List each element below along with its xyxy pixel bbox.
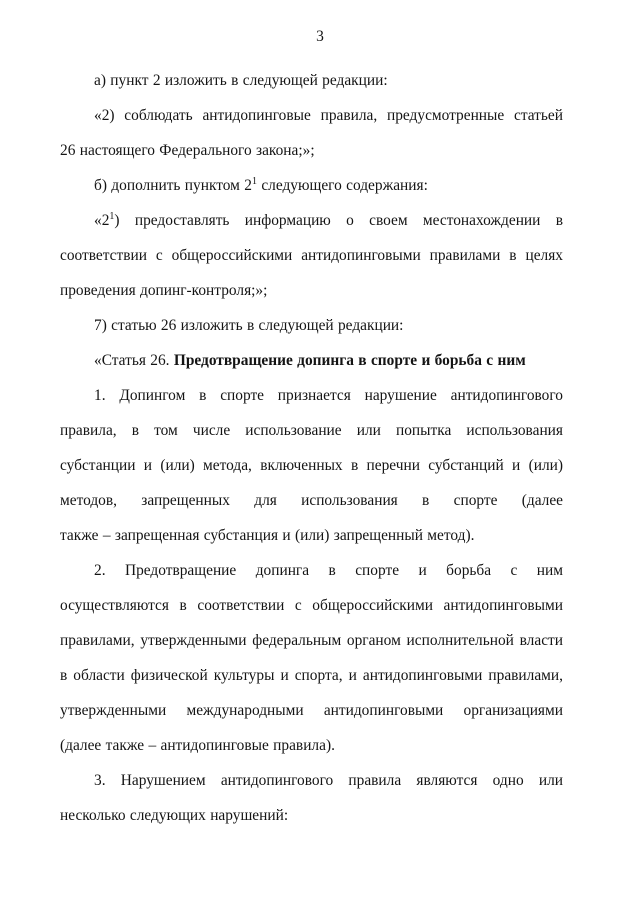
text-line bbox=[60, 378, 563, 413]
text-line bbox=[60, 588, 563, 623]
superscript: 1 bbox=[109, 211, 115, 222]
paragraph bbox=[60, 378, 563, 553]
text-line bbox=[60, 798, 563, 833]
text-line bbox=[60, 553, 563, 588]
text-run: субстанции и (или) метода, включенных в перечни субстанций и (или) bbox=[60, 457, 563, 474]
text-line bbox=[60, 413, 563, 448]
text-line bbox=[60, 728, 563, 763]
text-run: (далее также – антидопинговые правила). bbox=[60, 737, 335, 754]
text-run: б) дополнить пунктом 2 bbox=[94, 177, 252, 194]
text-run: следующего содержания: bbox=[256, 177, 428, 194]
text-run: в области физической культуры и спорта, и антидопинговыми правилами, bbox=[60, 667, 563, 684]
text-run: «Статья 26. bbox=[94, 352, 174, 369]
text-run: 2. Предотвращение допинга в спорте и борьба с ним bbox=[94, 562, 563, 579]
text-run: 3. Нарушением антидопингового правила являются одно или bbox=[94, 772, 563, 789]
text-line bbox=[60, 168, 563, 203]
text-line bbox=[60, 133, 563, 168]
text-run: 26 настоящего Федерального закона;»; bbox=[60, 142, 315, 159]
paragraph bbox=[60, 168, 563, 203]
text-run: правила, в том числе использование или попытка использования bbox=[60, 422, 563, 439]
text-run: а) пункт 2 изложить в следующей редакции: bbox=[94, 72, 388, 89]
paragraph bbox=[60, 343, 563, 378]
text-line bbox=[60, 203, 563, 238]
text-run: методов, запрещенных для использования в спорте (далее bbox=[60, 492, 563, 509]
text-line bbox=[60, 763, 563, 798]
text-line bbox=[60, 273, 563, 308]
paragraph bbox=[60, 763, 563, 833]
text-line bbox=[60, 343, 563, 378]
page-number: 3 bbox=[316, 28, 324, 45]
text-line bbox=[60, 623, 563, 658]
text-run: также – запрещенная субстанция и (или) запрещенный метод). bbox=[60, 527, 475, 544]
paragraph bbox=[60, 98, 563, 168]
paragraph bbox=[60, 203, 563, 308]
text-line bbox=[60, 63, 563, 98]
text-run: несколько следующих нарушений: bbox=[60, 807, 289, 824]
text-run: правилами, утвержденными федеральным органом исполнительной власти bbox=[60, 632, 563, 649]
text-line bbox=[60, 518, 563, 553]
paragraph bbox=[60, 63, 563, 98]
text-run: «2 bbox=[94, 212, 110, 229]
text-line bbox=[60, 98, 563, 133]
text-line bbox=[60, 483, 563, 518]
text-run: 7) статью 26 изложить в следующей редакции: bbox=[94, 317, 404, 334]
text-run: осуществляются в соответствии с общероссийскими антидопинговыми bbox=[60, 597, 563, 614]
text-line bbox=[60, 308, 563, 343]
text-line bbox=[60, 658, 563, 693]
text-line bbox=[60, 238, 563, 273]
page-header bbox=[0, 28, 640, 46]
bold-text: Предотвращение допинга в спорте и борьба с ним bbox=[173, 352, 526, 369]
text-line bbox=[60, 448, 563, 483]
paragraph bbox=[60, 308, 563, 343]
text-run: утвержденными международными антидопинговыми организациями bbox=[60, 702, 563, 719]
text-run: 1. Допингом в спорте признается нарушение антидопингового bbox=[94, 387, 563, 404]
text-run: соответствии с общероссийскими антидопинговыми правилами в целях bbox=[60, 247, 563, 264]
text-line bbox=[60, 693, 563, 728]
superscript: 1 bbox=[251, 176, 257, 187]
text-run: проведения допинг-контроля;»; bbox=[60, 282, 268, 299]
text-run: ) предоставлять информацию о своем местонахождении в bbox=[114, 212, 563, 229]
text-run: «2) соблюдать антидопинговые правила, предусмотренные статьей bbox=[94, 107, 563, 124]
paragraph bbox=[60, 553, 563, 763]
document-body bbox=[60, 63, 563, 833]
